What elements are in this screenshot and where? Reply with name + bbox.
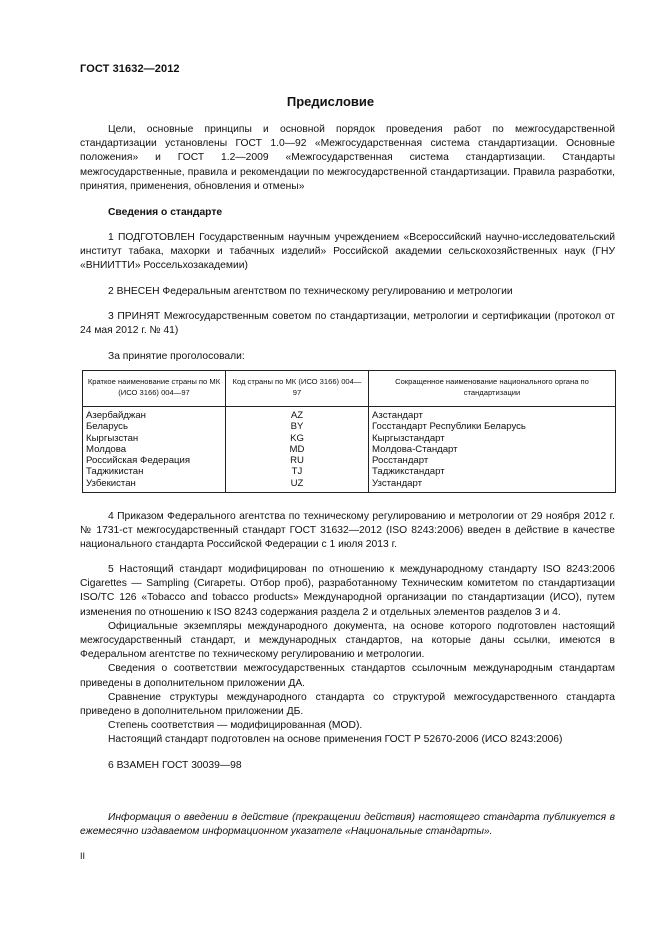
country-name: Узбекистан	[83, 478, 226, 493]
item-6-text: 6 ВЗАМЕН ГОСТ 30039—98	[108, 760, 242, 771]
voting-table-header-row	[83, 371, 616, 407]
item-6-paragraph	[80, 759, 615, 773]
standards-body: Азстандарт	[369, 407, 616, 422]
info-note-text: Информация о введении в действие (прекращении действия) настоящего стандарта публикуется в ежемесячно издаваемом информационном указателе «Национальные стандарты».	[80, 812, 615, 838]
country-code: BY	[226, 421, 369, 432]
standards-body: Таджикстандарт	[369, 466, 616, 477]
item-4-paragraph	[80, 510, 615, 553]
page-number: II	[80, 851, 86, 861]
country-code: RU	[226, 455, 369, 466]
item-2-text: 2 ВНЕСЕН Федеральным агентством по техническому регулированию и метрологии	[108, 286, 513, 297]
country-name: Российская Федерация	[83, 455, 226, 466]
item-5-conformity-degree: Степень соответствия — модифицированная (MOD).	[108, 720, 363, 732]
item-5-section	[80, 563, 615, 748]
country-code: AZ	[226, 407, 369, 422]
item-5-text: 5 Настоящий стандарт модифицирован по отношению к международному стандарту ISO 8243:2006 Cigarettes — Sampling (Сигареты. Отбор проб), разработанному Техническим комитетом по стандартизации ISO/TC 126 «Tobacco and tobacco products» Международной организации по стандартизации (ИСО), путем изменения по отношению к ISO 8243 содержания раздела 2 и отдельных элементов разделов 3 и 4.	[80, 564, 615, 618]
standards-body: Молдова-Стандарт	[369, 444, 616, 455]
standards-body: Госстандарт Республики Беларусь	[369, 421, 616, 432]
table-row	[83, 455, 616, 466]
country-name: Таджикистан	[83, 466, 226, 477]
item-3-paragraph	[80, 310, 615, 338]
item-2-paragraph	[80, 285, 615, 299]
country-code: KG	[226, 433, 369, 444]
intro-text: Цели, основные принципы и основной порядок проведения работ по межгосударственной стандартизации установлены ГОСТ 1.0—92 «Межгосударственная система стандартизации. Основные положения» и ГОСТ 1.2—2009 «Межгосударственная система стандартизации. Стандарты межгосударственные, правила и рекомендации по межгосударственной стандартизации. Правила разработки, принятия, применения, обновления и отмены»	[80, 124, 615, 192]
table-row	[83, 478, 616, 493]
header-country-name: Краткое наименование страны по МК (ИСО 3166) 004—97	[83, 371, 226, 407]
table-row	[83, 444, 616, 455]
info-heading: Сведения о стандарте	[108, 207, 223, 218]
country-name: Кыргызстан	[83, 433, 226, 444]
page-title: Предисловие	[286, 94, 375, 109]
standards-body: Узстандарт	[369, 478, 616, 493]
item-5-basis: Настоящий стандарт подготовлен на основе применения ГОСТ Р 52670-2006 (ИСО 8243:2006)	[108, 734, 563, 746]
table-row	[83, 421, 616, 432]
country-name: Беларусь	[83, 421, 226, 432]
item-4-text: 4 Приказом Федерального агентства по техническому регулированию и метрологии от 29 ноября 2012 г. № 1731-ст межгосударственный стандарт ГОСТ 31632—2012 (ISO 8243:2006) введен в действие в качестве национального стандарта Российской Федерации с 1 июля 2013 г.	[80, 511, 615, 551]
item-1-text: 1 ПОДГОТОВЛЕН Государственным научным учреждением «Всероссийский научно-исследовательский институт табака, махорки и табачных изделий» Российской академии сельскохозяйственных наук (ГНУ «ВНИИТТИ» Россельхозакадемии)	[80, 232, 615, 272]
voted-label: За принятие проголосовали:	[108, 351, 245, 362]
document-code-header: ГОСТ 31632—2012	[80, 63, 180, 75]
country-name: Азербайджан	[83, 407, 226, 422]
item-1-paragraph	[80, 231, 615, 274]
header-standards-body: Сокращенное наименование национального органа по стандартизации	[369, 371, 616, 407]
info-note	[80, 811, 615, 839]
item-5-official-copies: Официальные экземпляры международного документа, на основе которого подготовлен настоящий межгосударственный стандарт, и международных стандартов, на которые даны ссылки, имеются в Федеральном агентстве по техническому регулированию и метрологии.	[80, 620, 615, 661]
table-row	[83, 407, 616, 422]
country-code: MD	[226, 444, 369, 455]
country-code: UZ	[226, 478, 369, 493]
intro-paragraph	[80, 123, 615, 194]
country-code: TJ	[226, 466, 369, 477]
standards-body: Кыргызстандарт	[369, 433, 616, 444]
voting-table	[82, 370, 616, 493]
item-5-structure-comparison: Сравнение структуры международного стандарта со структурой межгосударственного стандарта приведено в дополнительном приложении ДБ.	[80, 691, 615, 718]
table-row	[83, 433, 616, 444]
header-country-code: Код страны по МК (ИСО 3166) 004—97	[226, 371, 369, 407]
country-name: Молдова	[83, 444, 226, 455]
item-5-conformity-info: Сведения о соответствии межгосударственных стандартов ссылочным международным стандартам приведены в дополнительном приложении ДА.	[80, 663, 615, 689]
standards-body: Росстандарт	[369, 455, 616, 466]
item-3-text: 3 ПРИНЯТ Межгосударственным советом по стандартизации, метрологии и сертификации (протокол от 24 мая 2012 г. № 41)	[80, 311, 615, 337]
table-row	[83, 466, 616, 477]
